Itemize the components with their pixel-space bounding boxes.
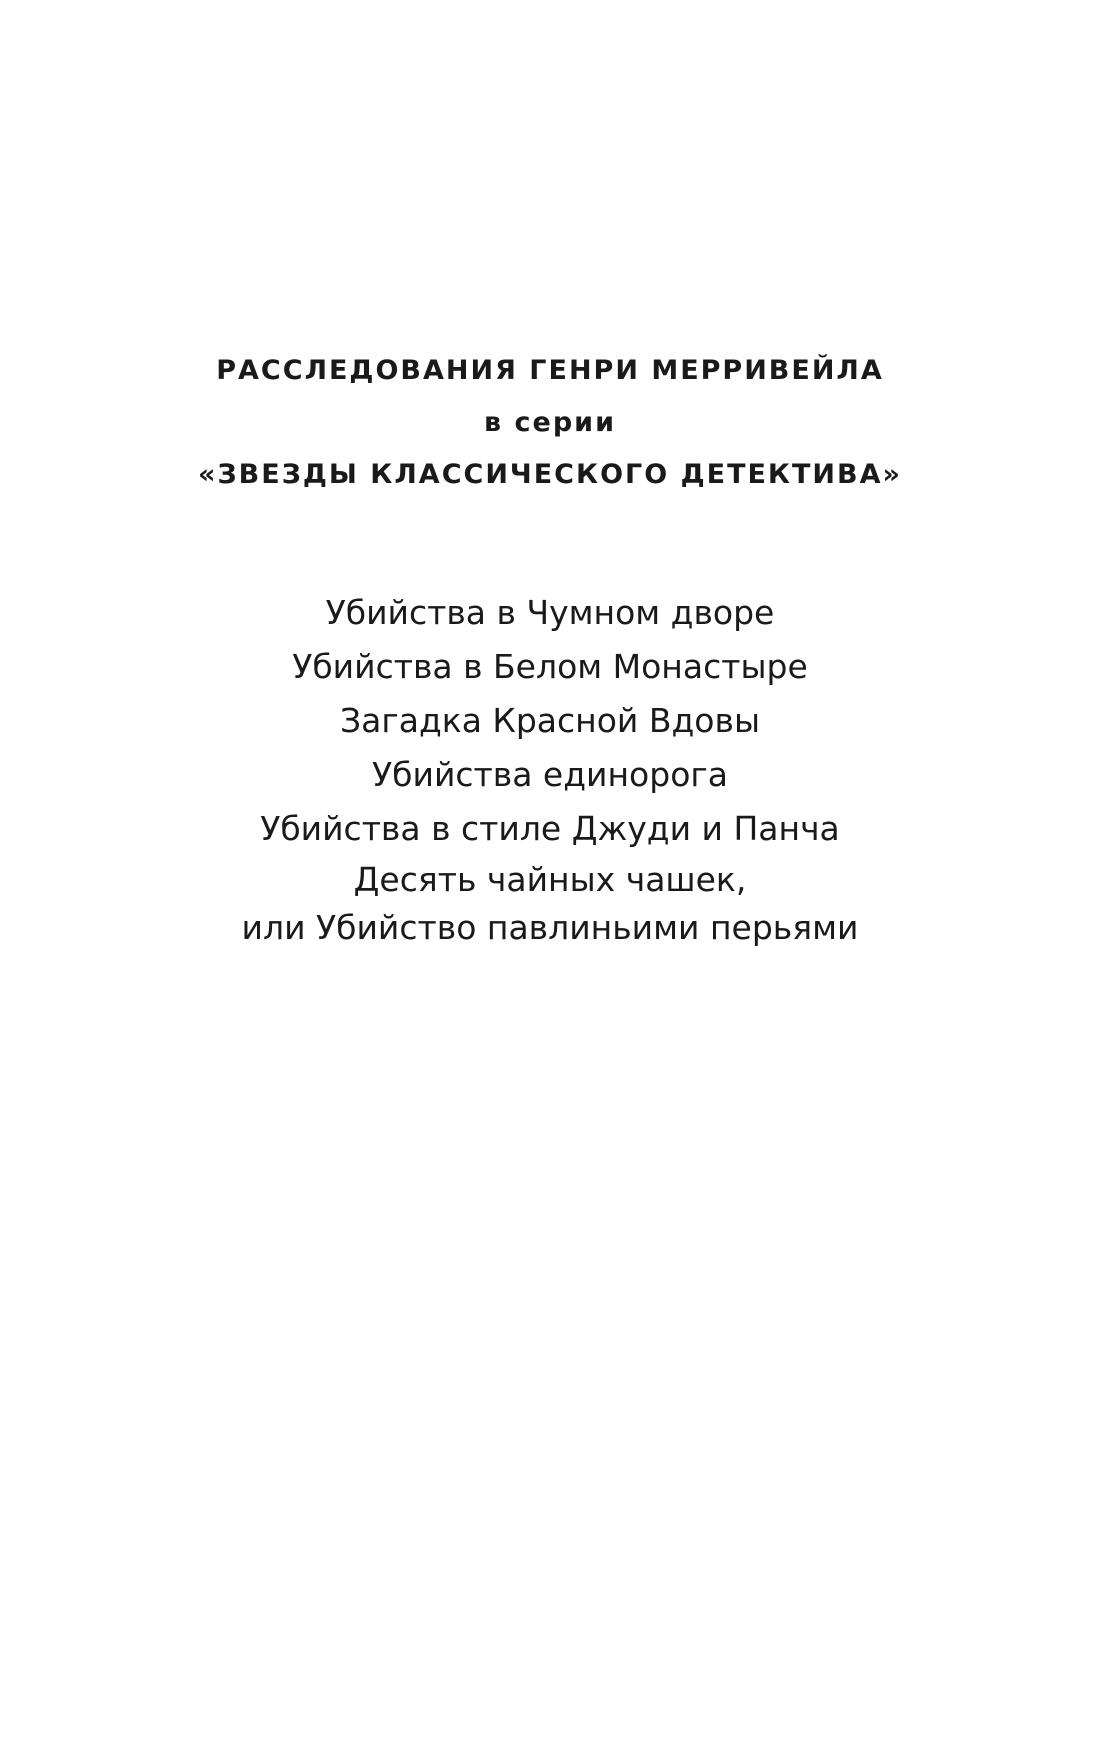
book-title-line: Десять чайных чашек,: [353, 860, 747, 899]
book-title-list: [0, 586, 1100, 952]
book-title: Загадка Красной Вдовы: [340, 701, 760, 740]
series-author-heading: РАССЛЕДОВАНИЯ ГЕНРИ МЕРРИВЕЙЛА: [216, 355, 884, 386]
book-title-two-line: [0, 856, 1100, 952]
series-name: «ЗВЕЗДЫ КЛАССИЧЕСКОГО ДЕТЕКТИВА»: [198, 459, 902, 490]
book-title: Убийства в Белом Монастыре: [292, 647, 808, 686]
series-connector: в серии: [484, 407, 616, 438]
book-title-line: или Убийство павлиньими перьями: [241, 908, 859, 947]
book-title: Убийства единорога: [372, 755, 728, 794]
book-title: Убийства в стиле Джуди и Панча: [260, 809, 840, 848]
book-title: Убийства в Чумном дворе: [325, 593, 775, 632]
series-header: [0, 345, 1100, 501]
